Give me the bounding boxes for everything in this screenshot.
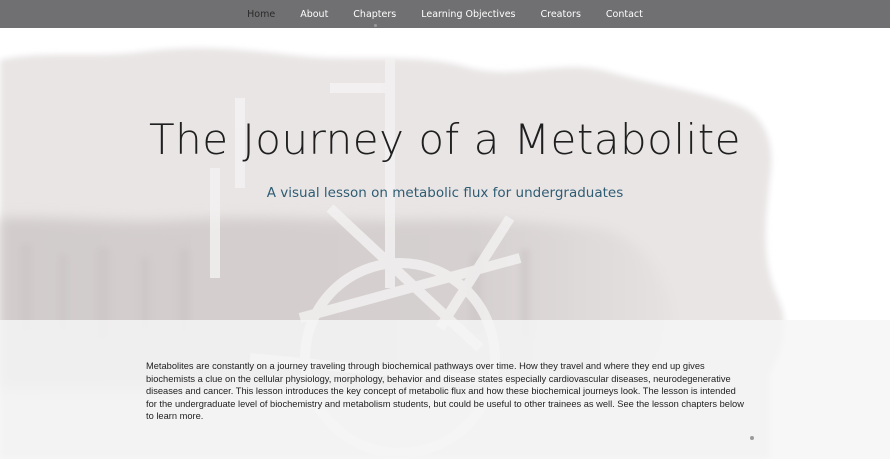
nav-creators-link[interactable]: Creators bbox=[540, 8, 581, 20]
page-subtitle: A visual lesson on metabolic flux for undergraduates bbox=[266, 185, 624, 201]
page-title: The Journey of a Metabolite bbox=[148, 115, 742, 164]
intro-paragraph: Metabolites are constantly on a journey traveling through biochemical pathways over time. How they travel and where they end up gives biochemists a clue on the cellular physiology, morphology, behavior and disease states especially cardiovascular diseases, neurodegenerative diseases and cancer. This lesson introduces the key concept of metabolic flux and how these biochemical journeys look. The lesson is intended for the undergraduate level of biochemistry and metabolism students, but could be useful to other trainees as well. See the lesson chapters below to learn more. bbox=[146, 361, 744, 422]
nav-chapters-link[interactable] bbox=[353, 9, 396, 20]
dropdown-indicator-icon bbox=[374, 24, 377, 27]
top-navigation bbox=[0, 0, 890, 28]
scroll-indicator-icon bbox=[750, 436, 754, 440]
nav-home-link[interactable]: Home bbox=[247, 8, 276, 20]
nav-contact-link[interactable]: Contact bbox=[605, 8, 643, 20]
nav-chapters-label: Chapters bbox=[353, 8, 397, 20]
nav-learning-objectives-link[interactable]: Learning Objectives bbox=[421, 8, 516, 20]
nav-about-link[interactable]: About bbox=[300, 8, 329, 20]
